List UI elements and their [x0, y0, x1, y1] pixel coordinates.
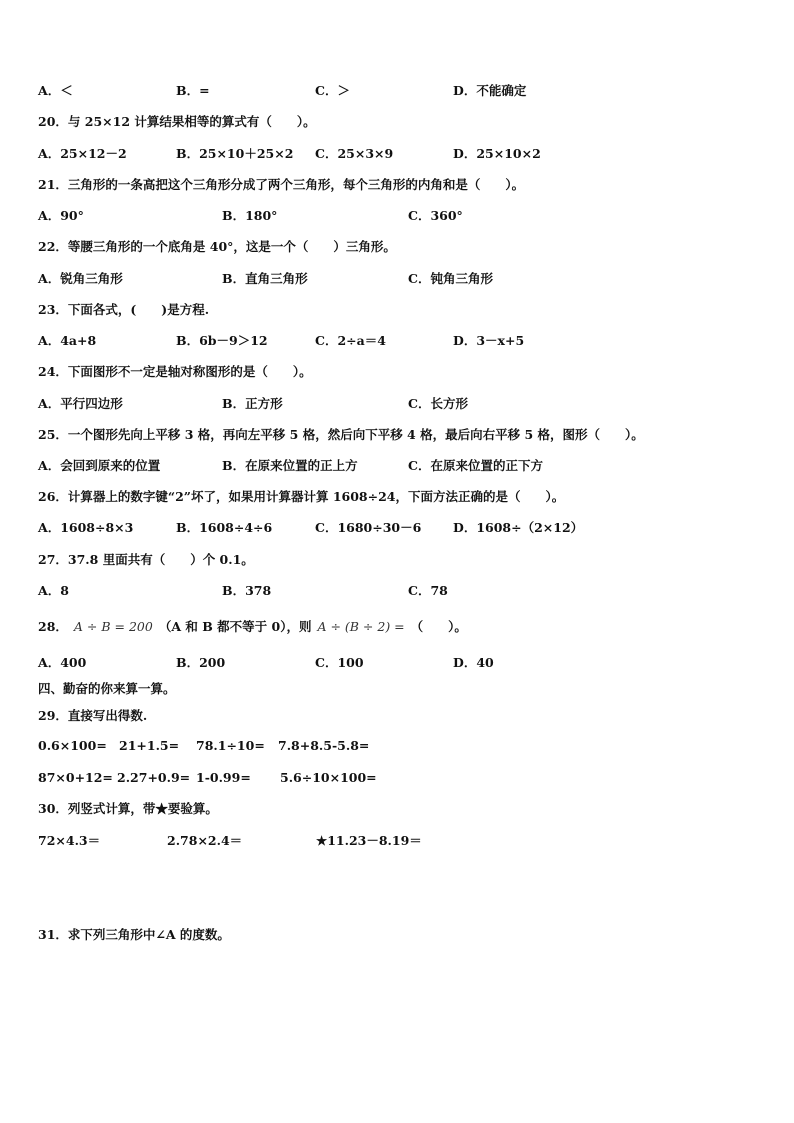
question-number: 28． — [38, 619, 68, 634]
calc-item: ★11.23－8.19＝ — [316, 833, 422, 848]
calc-item: 5.6÷10×100= — [280, 770, 377, 785]
calc-item: 72×4.3＝ — [38, 833, 101, 848]
question-text: 20．与 25×12 计算结果相等的算式有（ ）。 — [38, 114, 316, 129]
answer-option: A．8 — [38, 583, 69, 598]
answer-option: C．100 — [315, 655, 364, 670]
question-text: 四、勤奋的你来算一算。 — [38, 681, 176, 696]
answer-option: C．钝角三角形 — [408, 271, 493, 286]
calc-item: 2.78×2.4＝ — [167, 833, 243, 848]
question-text: （A 和 B 都不等于 0），则 — [158, 619, 312, 634]
question-text: （ ）。 — [410, 619, 467, 634]
answer-option: D．3－x+5 — [453, 333, 525, 348]
answer-option: A．锐角三角形 — [38, 271, 123, 286]
answer-option: A．1608÷8×3 — [38, 520, 134, 535]
answer-option: A．25×12－2 — [38, 146, 127, 161]
question-text: 22．等腰三角形的一个底角是 40°，这是一个（ ）三角形。 — [38, 239, 396, 254]
answer-option: B．直角三角形 — [222, 271, 308, 286]
calc-item: 7.8+8.5-5.8= — [278, 738, 370, 753]
math-expression: A ÷ B = 200 — [73, 619, 153, 634]
answer-option: B．378 — [222, 583, 272, 598]
calc-item: 87×0+12= — [38, 770, 113, 785]
answer-option: A．400 — [38, 655, 87, 670]
answer-option: C．＞ — [315, 83, 350, 98]
answer-option: B．200 — [176, 655, 226, 670]
answer-option: C．2÷a＝4 — [315, 333, 386, 348]
answer-option: A．4a+8 — [38, 333, 97, 348]
calc-item: 1-0.99= — [196, 770, 251, 785]
answer-option: A．会回到原来的位置 — [38, 458, 161, 473]
answer-option: A．平行四边形 — [38, 396, 123, 411]
answer-option: B．在原来位置的正上方 — [222, 458, 358, 473]
answer-option: B．180° — [222, 208, 278, 223]
question-text: 24．下面图形不一定是轴对称图形的是（ ）。 — [38, 364, 312, 379]
answer-option: B．1608÷4÷6 — [176, 520, 273, 535]
question-text: 25．一个图形先向上平移 3 格，再向左平移 5 格，然后向下平移 4 格，最后向右平移 5 格，图形（ ）。 — [38, 427, 644, 442]
math-expression: A ÷ (B ÷ 2) = — [317, 619, 405, 634]
calc-item: 21+1.5= — [119, 738, 180, 753]
question-text: 29．直接写出得数. — [38, 708, 148, 723]
answer-option: C．在原来位置的正下方 — [408, 458, 543, 473]
answer-option: D．40 — [453, 655, 494, 670]
answer-option: A．90° — [38, 208, 84, 223]
answer-option: B．= — [176, 83, 210, 98]
question-28 — [38, 619, 467, 635]
answer-option: D．不能确定 — [453, 83, 527, 98]
question-text: 23．下面各式，( )是方程. — [38, 302, 210, 317]
question-text: 31．求下列三角形中∠A 的度数。 — [38, 927, 230, 942]
answer-option: B．6b－9＞12 — [176, 333, 268, 348]
answer-option: C．78 — [408, 583, 448, 598]
question-text: 27．37.8 里面共有（ ）个 0.1。 — [38, 552, 254, 567]
answer-option: C．360° — [408, 208, 463, 223]
question-text: 21．三角形的一条高把这个三角形分成了两个三角形，每个三角形的内角和是（ ）。 — [38, 177, 525, 192]
answer-option: B．正方形 — [222, 396, 283, 411]
question-text: 26．计算器上的数字键“2”坏了，如果用计算器计算 1608÷24，下面方法正确的是（ ）。 — [38, 489, 565, 504]
answer-option: B．25×10＋25×2 — [176, 146, 294, 161]
answer-option: D．25×10×2 — [453, 146, 541, 161]
answer-option: C．长方形 — [408, 396, 468, 411]
answer-option: C．1680÷30－6 — [315, 520, 422, 535]
answer-option: A．＜ — [38, 83, 73, 98]
answer-option: C．25×3×9 — [315, 146, 394, 161]
question-text: 30．列竖式计算，带★要验算。 — [38, 801, 218, 816]
calc-item: 78.1÷10= — [196, 738, 265, 753]
calc-item: 2.27+0.9= — [117, 770, 191, 785]
answer-option: D．1608÷（2×12） — [453, 520, 584, 535]
calc-item: 0.6×100= — [38, 738, 107, 753]
